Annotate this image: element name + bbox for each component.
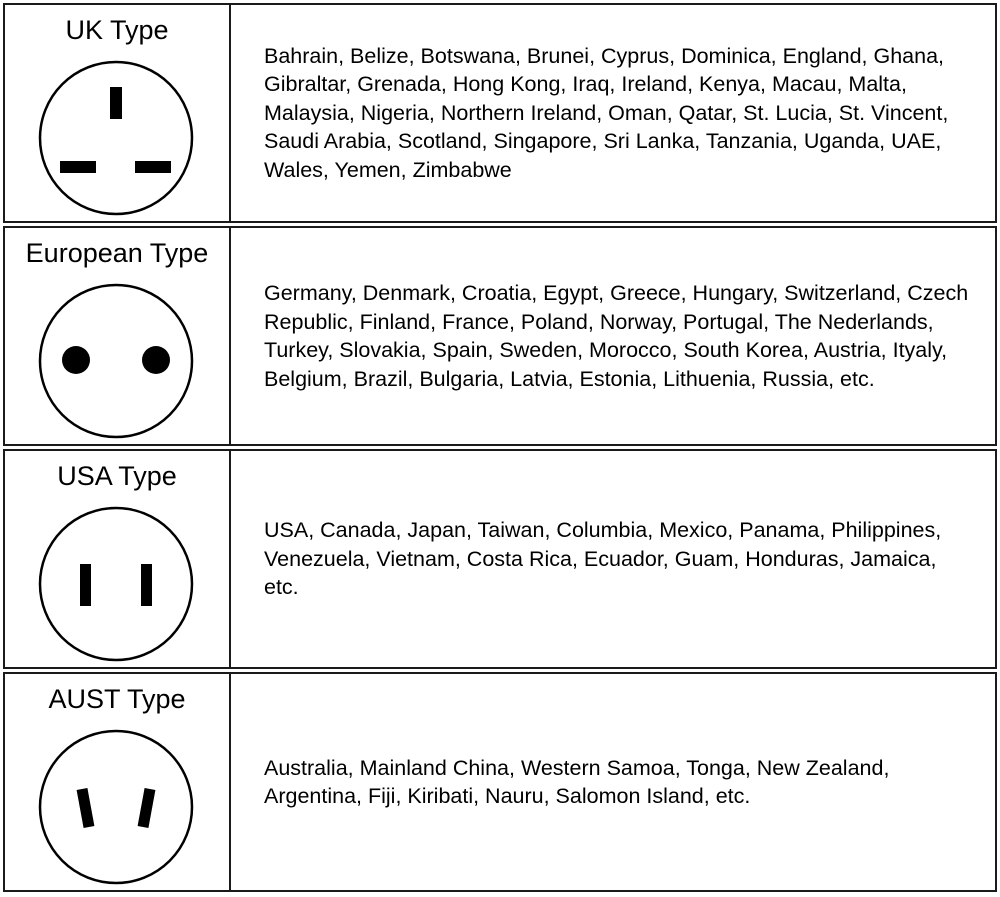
usa-plug-icon [38, 506, 194, 662]
plug-type-cell [5, 228, 231, 444]
plug-type-cell [5, 674, 231, 890]
country-list: Germany, Denmark, Croatia, Egypt, Greece, Hungary, Switzerland, Czech Republic, Finland, France, Poland, Norway, Portugal, The Nederlands, Turkey, Slovakia, Spain, Sweden, Morocco, South Korea, Austria, Ityaly, Belgium, Brazil, Bulgaria, Latvia, Estonia, Lithuenia, Russia, etc. [264, 281, 969, 391]
plug-type-cell [5, 451, 231, 667]
uk-plug-icon [38, 60, 194, 216]
countries-cell [231, 5, 995, 221]
countries-cell [231, 451, 995, 667]
european-plug-icon [38, 283, 194, 439]
country-list: Bahrain, Belize, Botswana, Brunei, Cyprus, Dominica, England, Ghana, Gibraltar, Grenada, Hong Kong, Iraq, Ireland, Kenya, Macau, Malta, Malaysia, Nigeria, Northern Ireland, Oman, Qatar, St. Lucia, St. Vincent, Saudi Arabia, Scotland, Singapore, Sri Lanka, Tanzania, Uganda, UAE, Wales, Yemen, Zimbabwe [264, 43, 949, 182]
country-list: USA, Canada, Japan, Taiwan, Columbia, Mexico, Panama, Philippines, Venezuela, Vietnam, Costa Rica, Ecuador, Guam, Honduras, Jamaica, etc. [264, 518, 942, 600]
plug-type-title: UK Type [65, 15, 169, 45]
australian-plug-icon [38, 729, 194, 885]
plug-type-title: European Type [25, 238, 209, 268]
plug-row-uk [3, 3, 997, 223]
countries-cell [231, 228, 995, 444]
plug-type-title: AUST Type [48, 684, 186, 714]
plug-row-australian [3, 672, 997, 892]
plug-row-usa [3, 449, 997, 669]
plug-row-european [3, 226, 997, 446]
countries-cell [231, 674, 995, 890]
country-list: Australia, Mainland China, Western Samoa, Tonga, New Zealand, Argentina, Fiji, Kiribati, Nauru, Salomon Island, etc. [264, 755, 890, 808]
plug-type-title: USA Type [57, 461, 177, 491]
plug-type-cell [5, 5, 231, 221]
